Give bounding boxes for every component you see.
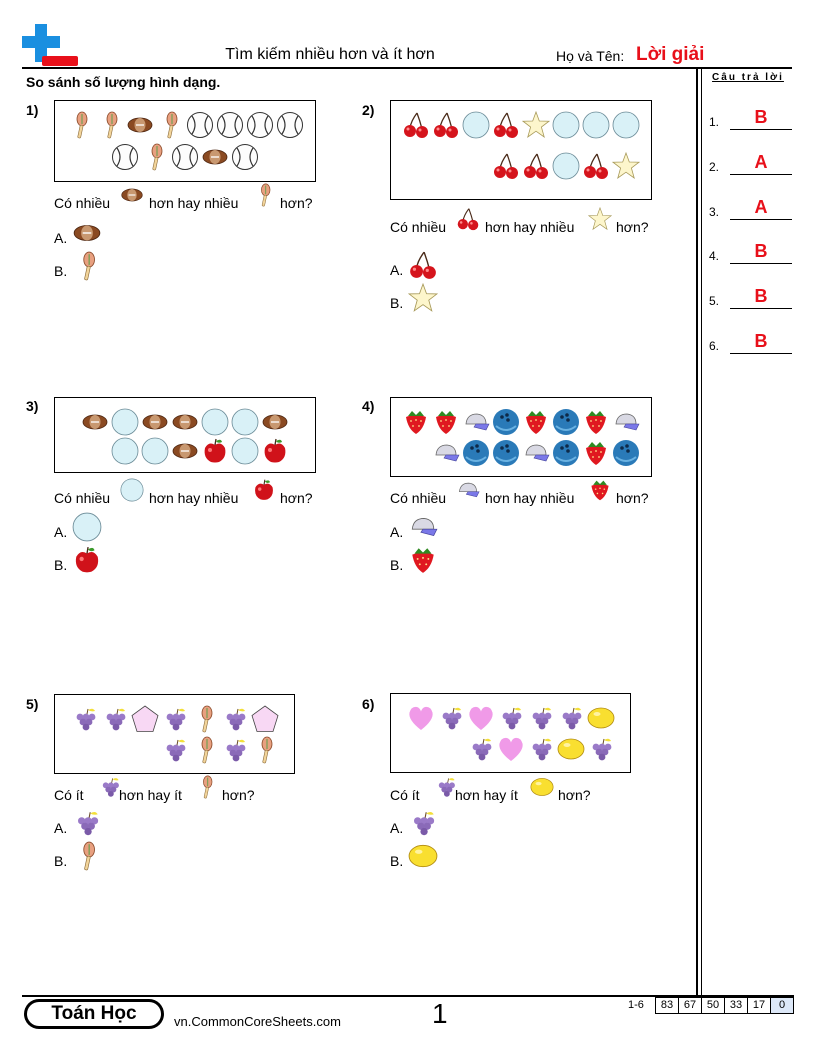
answer-column-divider: [696, 68, 698, 996]
question-middle: hơn hay ít: [119, 787, 182, 803]
option-label: A.: [54, 230, 68, 246]
baseball-icon: [276, 111, 304, 139]
picture-box: [54, 397, 316, 473]
option-label: B.: [54, 557, 68, 573]
name-value: Lời giải: [636, 44, 705, 65]
apple-icon: [261, 437, 289, 465]
grapes-icon: [467, 735, 495, 763]
grapes-icon: [557, 704, 585, 732]
question-suffix: hơn?: [616, 219, 649, 235]
maraca-icon: [141, 143, 169, 171]
question: [390, 490, 670, 514]
grapes-icon: [71, 705, 99, 733]
option-b[interactable]: [390, 295, 470, 319]
cherry-icon: [408, 250, 438, 280]
circle-icon: [111, 437, 139, 465]
circle-icon: [462, 111, 490, 139]
score-cell: 50: [701, 997, 725, 1014]
grapes-icon: [161, 736, 189, 764]
maraca-icon: [72, 251, 102, 281]
cap-icon: [432, 439, 460, 467]
option-b[interactable]: [54, 263, 134, 287]
option-label: A.: [54, 820, 68, 836]
question-middle: hơn hay nhiều: [149, 490, 239, 506]
lemon-icon: [587, 704, 615, 732]
option-label: B.: [390, 557, 404, 573]
question-prefix: Có nhiều: [390, 219, 447, 235]
question-prefix: Có nhiều: [54, 195, 111, 211]
football-icon: [126, 111, 154, 139]
answer-number: 5.: [709, 294, 720, 309]
score-table: [656, 997, 794, 1014]
brand-badge: [24, 999, 164, 1029]
star-icon: [612, 152, 640, 180]
grapes-icon: [497, 704, 525, 732]
answer-value: B: [754, 286, 768, 307]
maraca-icon: [194, 775, 218, 799]
maraca-icon: [156, 111, 184, 139]
heart-icon: [497, 735, 525, 763]
cherry-icon: [492, 152, 520, 180]
question-suffix: hơn?: [280, 490, 313, 506]
football-icon: [120, 183, 144, 207]
answer-number: 1.: [709, 115, 720, 129]
grapes-icon: [437, 704, 465, 732]
bowling-ball-icon: [552, 439, 580, 467]
question-prefix: Có nhiều: [54, 490, 111, 506]
cherry-icon: [522, 152, 550, 180]
football-icon: [171, 408, 199, 436]
circle-icon: [552, 111, 580, 139]
picture-box: [390, 397, 652, 477]
answer-row: [709, 331, 793, 354]
star-icon: [522, 111, 550, 139]
circle-icon: [231, 408, 259, 436]
answer-value: A: [754, 151, 768, 172]
answer-line: [730, 174, 792, 175]
lemon-icon: [408, 841, 438, 871]
answer-value: B: [754, 331, 768, 351]
score-cell: 67: [678, 997, 702, 1014]
baseball-icon: [216, 111, 244, 139]
grapes-icon: [161, 705, 189, 733]
answer-row: [709, 286, 793, 309]
circle-icon: [72, 512, 102, 542]
answer-number: 2.: [709, 159, 720, 174]
score-cell: 33: [724, 997, 748, 1014]
grapes-icon: [221, 705, 249, 733]
option-label: B.: [390, 295, 404, 311]
grapes-icon: [101, 705, 129, 733]
baseball-icon: [246, 111, 274, 139]
answer-value: B: [754, 241, 768, 262]
maraca-icon: [252, 183, 276, 207]
question-middle: hơn hay nhiều: [485, 490, 575, 506]
cherry-icon: [582, 152, 610, 180]
cap-icon: [408, 512, 438, 542]
circle-icon: [201, 408, 229, 436]
picture-box: [390, 100, 652, 200]
option-label: B.: [390, 853, 404, 869]
star-icon: [408, 283, 438, 313]
problem-number: 1): [26, 102, 39, 118]
maraca-icon: [72, 841, 102, 871]
answer-row: [709, 241, 793, 264]
maraca-icon: [191, 705, 219, 733]
answer-line: [730, 308, 792, 309]
question: [390, 219, 670, 243]
instructions: So sánh số lượng hình dạng.: [26, 74, 221, 90]
circle-icon: [141, 437, 169, 465]
cap-icon: [612, 408, 640, 436]
football-icon: [261, 408, 289, 436]
brand-label: Toán Học: [27, 1002, 161, 1026]
cherry-icon: [492, 111, 520, 139]
football-icon: [81, 408, 109, 436]
option-label: A.: [390, 524, 404, 540]
option-b[interactable]: [54, 853, 134, 877]
cherry-icon: [432, 111, 460, 139]
football-icon: [141, 408, 169, 436]
option-label: A.: [390, 262, 404, 278]
maraca-icon: [96, 111, 124, 139]
name-label: Họ và Tên:: [556, 48, 625, 64]
star-icon: [588, 207, 612, 231]
strawberry-icon: [402, 408, 430, 436]
maraca-icon: [191, 736, 219, 764]
grapes-icon: [527, 735, 555, 763]
problem-number: 2): [362, 102, 375, 118]
option-b[interactable]: [390, 853, 470, 877]
bowling-ball-icon: [492, 408, 520, 436]
question: [54, 490, 334, 514]
option-label: B.: [54, 263, 68, 279]
option-label: A.: [390, 820, 404, 836]
score-cell: 83: [655, 997, 679, 1014]
question-suffix: hơn?: [222, 787, 255, 803]
strawberry-icon: [588, 478, 612, 502]
picture-box: [54, 694, 295, 774]
strawberry-icon: [582, 408, 610, 436]
answer-number: 4.: [709, 249, 720, 264]
problem-number: 3): [26, 398, 39, 414]
pentagon-icon: [251, 705, 279, 733]
question-middle: hơn hay ít: [455, 787, 518, 803]
problem-number: 6): [362, 696, 375, 712]
lemon-icon: [530, 775, 554, 799]
question-prefix: Có nhiều: [390, 490, 447, 506]
football-icon: [201, 143, 229, 171]
grapes-icon: [408, 808, 438, 838]
picture-box: [54, 100, 316, 182]
pentagon-icon: [131, 705, 159, 733]
answer-line: [730, 353, 792, 354]
apple-icon: [201, 437, 229, 465]
circle-icon: [612, 111, 640, 139]
baseball-icon: [186, 111, 214, 139]
circle-icon: [111, 408, 139, 436]
bowling-ball-icon: [612, 439, 640, 467]
football-icon: [171, 437, 199, 465]
question: [54, 195, 334, 219]
bowling-ball-icon: [492, 439, 520, 467]
grapes-icon: [527, 704, 555, 732]
picture-box: [390, 693, 631, 773]
football-icon: [72, 218, 102, 248]
answer-line: [730, 129, 792, 130]
circle-icon: [120, 478, 144, 502]
problem-number: 4): [362, 398, 375, 414]
option-label: B.: [54, 853, 68, 869]
bowling-ball-icon: [552, 408, 580, 436]
cherry-icon: [402, 111, 430, 139]
circle-icon: [552, 152, 580, 180]
baseball-icon: [231, 143, 259, 171]
answer-line: [730, 263, 792, 264]
question-suffix: hơn?: [280, 195, 313, 211]
question-prefix: Có ít: [390, 787, 420, 803]
answer-row: [709, 107, 793, 130]
maraca-icon: [66, 111, 94, 139]
strawberry-icon: [408, 545, 438, 575]
site-url: vn.CommonCoreSheets.com: [174, 1014, 341, 1029]
question-suffix: hơn?: [616, 490, 649, 506]
baseball-icon: [111, 143, 139, 171]
problem-number: 5): [26, 696, 39, 712]
heart-icon: [467, 704, 495, 732]
answer-number: 3.: [709, 204, 720, 219]
maraca-icon: [251, 736, 279, 764]
grapes-icon: [72, 808, 102, 838]
apple-icon: [72, 545, 102, 575]
option-b[interactable]: [390, 557, 470, 581]
answer-row: [709, 196, 793, 220]
answer-value: A: [754, 196, 768, 217]
answer-row: [709, 151, 793, 175]
strawberry-icon: [582, 439, 610, 467]
cherry-icon: [456, 207, 480, 231]
problem-range: 1-6: [628, 999, 644, 1011]
answer-value: B: [754, 107, 768, 127]
grapes-icon: [221, 736, 249, 764]
circle-icon: [231, 437, 259, 465]
cap-icon: [462, 408, 490, 436]
cap-icon: [522, 439, 550, 467]
strawberry-icon: [432, 408, 460, 436]
grapes-icon: [587, 735, 615, 763]
baseball-icon: [171, 143, 199, 171]
question-middle: hơn hay nhiều: [485, 219, 575, 235]
strawberry-icon: [522, 408, 550, 436]
question-suffix: hơn?: [558, 787, 591, 803]
answer-key-heading: Câu trả lời: [712, 72, 784, 83]
apple-icon: [252, 478, 276, 502]
score-cell: 17: [747, 997, 771, 1014]
question-middle: hơn hay nhiều: [149, 195, 239, 211]
option-label: A.: [54, 524, 68, 540]
lemon-icon: [557, 735, 585, 763]
answer-column-divider-inner: [701, 68, 702, 996]
question-prefix: Có ít: [54, 787, 84, 803]
logo-icon: [22, 24, 80, 68]
answer-number: 6.: [709, 339, 720, 353]
heart-icon: [407, 704, 435, 732]
header-divider: [22, 67, 792, 69]
page-number: 1: [432, 998, 448, 1029]
circle-icon: [582, 111, 610, 139]
page-title: Tìm kiếm nhiều hơn và ít hơn: [225, 46, 435, 63]
score-cell: 0: [770, 997, 794, 1014]
option-b[interactable]: [54, 557, 134, 581]
answer-line: [730, 219, 792, 220]
bowling-ball-icon: [462, 439, 490, 467]
cap-icon: [456, 478, 480, 502]
